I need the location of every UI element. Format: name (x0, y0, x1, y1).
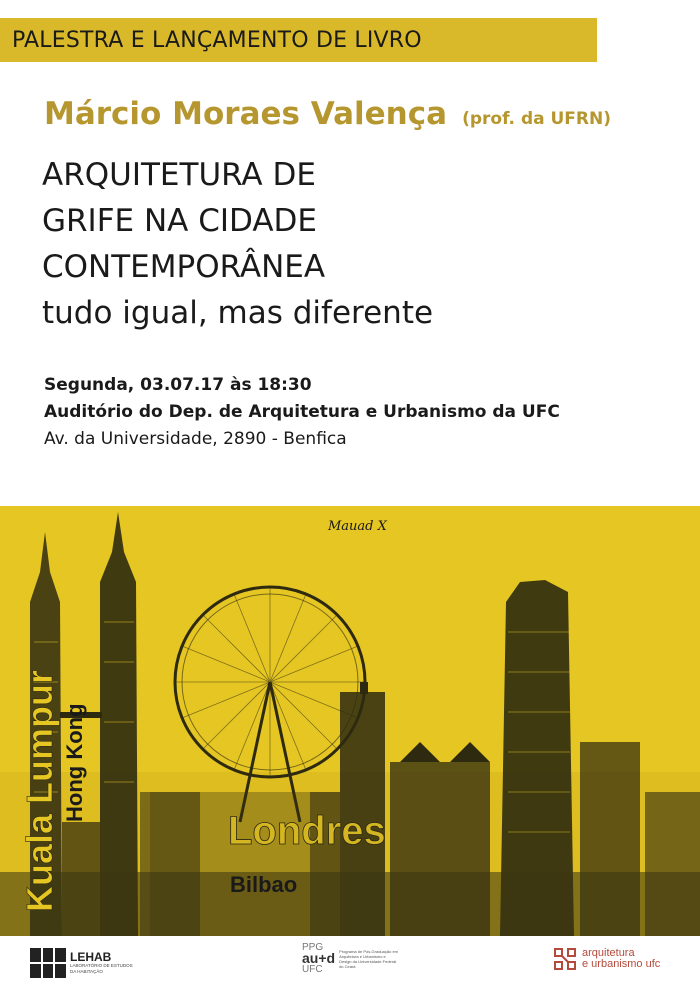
skyline-illustration (0, 492, 700, 936)
au-line1: arquitetura (582, 947, 635, 959)
book-cover-image (0, 492, 700, 936)
lehab-logo (30, 948, 134, 978)
event-type-text: PALESTRA E LANÇAMENTO DE LIVRO (12, 27, 422, 53)
ppg-line1: PPG (302, 942, 324, 953)
footer-logos (0, 936, 700, 989)
publisher-label: Mauad X (328, 519, 387, 534)
ppg-logo (302, 942, 399, 975)
event-venue: Auditório do Dep. de Arquitetura e Urbanismo da UFC (44, 402, 560, 422)
label-kuala-lumpur: Kuala Lumpur (19, 669, 60, 912)
lehab-icon (30, 948, 66, 978)
event-date: Segunda, 03.07.17 às 18:30 (44, 375, 312, 395)
label-bilbao: Bilbao (230, 872, 298, 897)
au-ufc-logo (552, 946, 660, 972)
author-name: Márcio Moraes Valença (44, 96, 447, 132)
title-line: ARQUITETURA DE (42, 157, 316, 193)
author-affiliation: (prof. da UFRN) (462, 109, 612, 129)
lehab-subtitle: LABORATÓRIO DE ESTUDOS DA HABITAÇÃO (70, 963, 133, 974)
title-line: CONTEMPORÂNEA (42, 249, 326, 285)
label-london: Londres (228, 809, 386, 853)
ppg-line3: UFC (302, 964, 323, 975)
event-details (44, 372, 560, 453)
author (44, 96, 611, 132)
book-title (42, 152, 433, 336)
title-line: GRIFE NA CIDADE (42, 203, 318, 239)
book-subtitle: tudo igual, mas diferente (42, 295, 434, 331)
lehab-name: LEHAB (70, 950, 112, 964)
label-hong-kong: Hong Kong (62, 703, 87, 822)
au-icon (552, 946, 578, 972)
ppg-line2: au+d (302, 950, 336, 966)
event-type-banner (0, 18, 597, 62)
au-line2: e urbanismo ufc (582, 958, 661, 970)
ppg-description: Programa de Pós-Graduação em Arquitetura e Urbanismo e Design da Universidade Federal do Ceará (339, 948, 398, 969)
event-address: Av. da Universidade, 2890 - Benfica (44, 429, 347, 449)
